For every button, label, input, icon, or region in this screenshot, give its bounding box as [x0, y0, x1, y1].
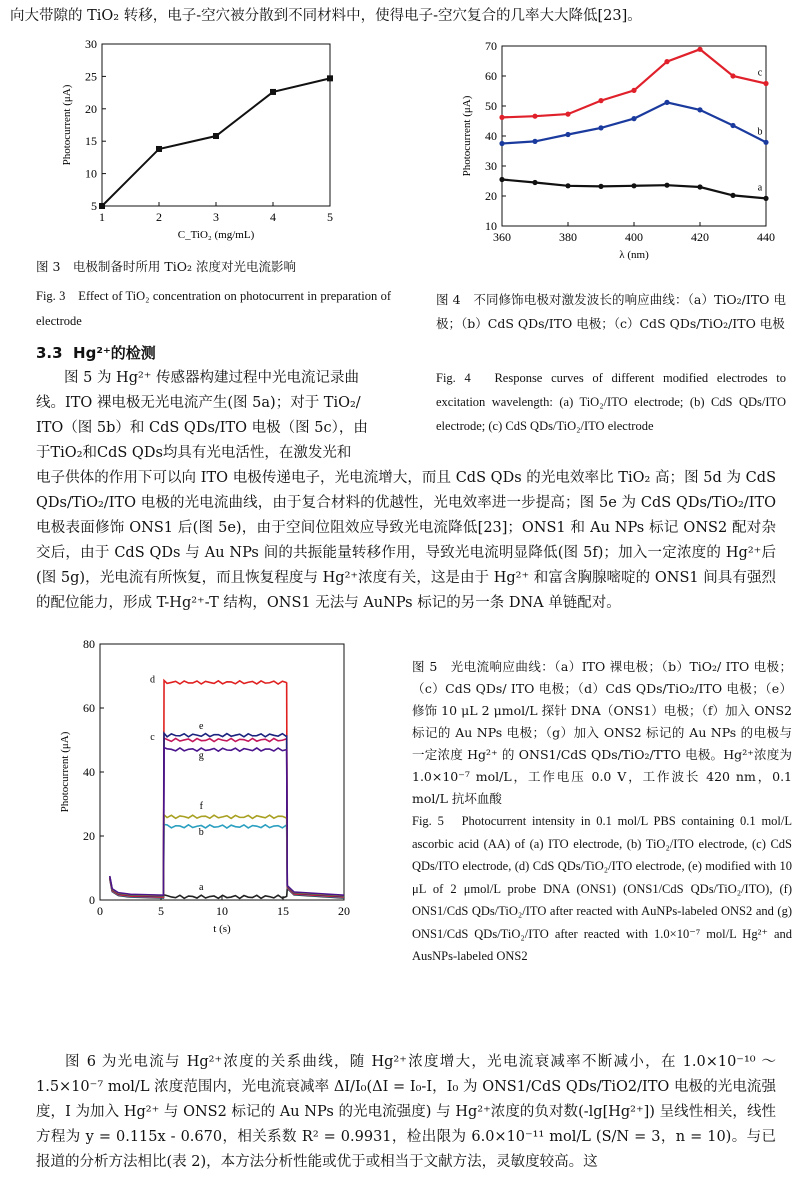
fig3-data-point	[327, 75, 333, 81]
plot-frame	[102, 44, 330, 206]
x-tick-label: 20	[338, 904, 350, 918]
y-tick-label: 70	[485, 39, 497, 53]
fig4-series-b-point	[697, 107, 702, 112]
fig4-series-b-label: b	[757, 126, 763, 138]
fig4-series-a-label: a	[757, 182, 763, 194]
top-text-line: 向大带隙的 TiO₂ 转移，电子-空穴被分散到不同材料中，使得电子-空穴复合的几率大大降低[23]。	[10, 8, 642, 24]
y-tick-label: 10	[485, 219, 497, 233]
fig4-series-a-line	[502, 180, 766, 199]
para1-line: ITO（图 5b）和 CdS QDs/ITO 电极（图 5c），由	[36, 420, 368, 436]
x-axis-label: t (s)	[213, 923, 231, 935]
fig4-series-a-point	[565, 183, 570, 188]
section-number: 3.3	[36, 344, 63, 362]
fig4-series-b-point	[664, 100, 669, 105]
fig4-series-a-point	[730, 193, 735, 198]
fig4-series-a-point	[532, 180, 537, 185]
plot-frame	[100, 644, 344, 900]
fig5-series-g-label: g	[198, 750, 204, 762]
y-axis-label: Photocurrent (μA)	[461, 95, 473, 177]
y-tick-label: 50	[485, 99, 497, 113]
fig5-series-b-line	[110, 824, 344, 897]
fig3-caption-en: Fig. 3 Effect of TiO₂ concentration on photocurrent in preparation of electrode	[36, 289, 391, 328]
fig5-caption-en: Fig. 5 Photocurrent intensity in 0.1 mol/L PBS containing 0.1 mol/L ascorbic acid (AA) of (a) ITO electrode, (b) TiO₂/ITO electrode, (c) CdS QDs/ITO electrode, (d) CdS QDs/TiO₂/ITO electrode, (e) modified with 10 μL of 2 μmol/L probe DNA (ONS1) (ONS1/CdS QDs/TiO₂/ITO), (f) ONS1/CdS QDs/TiO₂/ITO after reacted with AuNPs-labeled ONS2 and (g) ONS1/CdS QDs/TiO₂/ITO after reacted with 1.0×10⁻⁷ mol/L Hg²⁺ and AusNPs-labeled ONS2	[412, 814, 792, 963]
y-tick-label: 5	[91, 199, 97, 213]
fig4-series-a-point	[631, 183, 636, 188]
y-tick-label: 30	[85, 38, 97, 51]
fig5-series-e-line	[110, 733, 344, 896]
x-tick-label: 360	[493, 230, 511, 244]
fig4-series-c-point	[631, 88, 636, 93]
fig5-series-d-line	[110, 680, 344, 896]
fig4-series-b-point	[565, 132, 570, 137]
fig4-series-b-point	[499, 141, 504, 146]
fig4-series-b-point	[763, 140, 768, 145]
fig4-series-b-point	[598, 125, 603, 130]
fig5-series-g-line	[110, 748, 344, 896]
fig5-chart	[40, 636, 370, 956]
fig5-series-c-line	[110, 738, 344, 897]
x-tick-label: 3	[213, 210, 219, 224]
fig4-chart	[440, 38, 780, 268]
y-tick-label: 60	[83, 701, 95, 715]
fig4-series-a-point	[499, 177, 504, 182]
section-heading	[36, 342, 156, 363]
y-tick-label: 20	[485, 189, 497, 203]
x-axis-label: C_TiO₂ (mg/mL)	[177, 229, 255, 241]
paragraph-1-continued: 电子供体的作用下可以向 ITO 电极传递电子，光电流增大，而且 CdS QDs 的光电效率比 TiO₂ 高；图 5d 为 CdS QDs/TiO₂/ITO 电极的光电流曲线，由于复合材料的优越性，光电效率进一步提高；图 5e 为 CdS QDs/TiO₂/ITO 电极表面修饰 ONS1 后(图 5e)，由于空间位阻效应导致光电流降低[23]；ONS1 和 Au NPs 标记 ONS2 配对杂交后，由于 CdS QDs 与 Au NPs 间的共振能量转移作用，导致光电流明显降低(图 5f)；加入一定浓度的 Hg²⁺后(图 5g)，光电流有所恢复，而且恢复程度与 Hg²⁺浓度有关，这是由于 Hg²⁺ 和富含胸腺嘧啶的 ONS1 间具有强烈的配位能力，形成 T-Hg²⁺-T 结构，ONS1 无法与 AuNPs 标记的另一条 DNA 单链配对。	[36, 470, 776, 611]
para1-line: 于TiO₂和CdS QDs均具有光电活性，在激发光和	[36, 445, 352, 461]
fig4-series-b-line	[502, 102, 766, 143]
fig4-series-c-point	[499, 115, 504, 120]
x-tick-label: 0	[97, 904, 103, 918]
y-axis-label: Photocurrent (μA)	[59, 731, 71, 813]
y-tick-label: 15	[85, 134, 97, 149]
y-axis-label: Photocurrent (μA)	[61, 84, 73, 166]
fig5-series-b-label: b	[198, 827, 204, 839]
x-tick-label: 440	[757, 230, 775, 244]
fig4-series-c-label: c	[757, 67, 763, 79]
fig4-series-a-point	[763, 196, 768, 201]
fig4-series-c-point	[598, 98, 603, 103]
x-tick-label: 5	[327, 210, 333, 224]
fig3-series-line	[102, 78, 330, 206]
fig5-caption-cn: 图 5 光电流响应曲线：（a）ITO 裸电极；（b）TiO₂/ ITO 电极；（c）CdS QDs/ ITO 电极；（d）CdS QDs/TiO₂/ITO 电极；（e）修饰 10 μL 2 μmol/L 探针 DNA（ONS1）电极；（f）加入 ONS2 标记的 Au NPs 电极；（g）加入 ONS2 标记的 Au NPs 的电极与一定浓度 Hg²⁺ 的 ONS1/CdS QDs/TiO₂/TTO 电极。Hg²⁺浓度为1.0×10⁻⁷ mol/L，工作电压 0.0 V，工作波长 420 nm，0.1 mol/L 抗坏血酸	[412, 659, 792, 806]
x-tick-label: 400	[625, 230, 643, 244]
fig4-series-c-point	[697, 47, 702, 52]
fig4-series-c-point	[763, 81, 768, 86]
fig4-series-a-point	[664, 183, 669, 188]
fig3-data-point	[213, 133, 219, 139]
fig5-series-e-label: e	[199, 720, 204, 732]
fig4-caption-cn: 图 4 不同修饰电极对激发波长的响应曲线：（a）TiO₂/ITO 电极；（b）CdS QDs/ITO 电极；（c）CdS QDs/TiO₂/ITO 电极	[436, 292, 786, 331]
y-tick-label: 20	[85, 101, 97, 116]
x-tick-label: 380	[559, 230, 577, 244]
para1-line: 图 5 为 Hg²⁺ 传感器构建过程中光电流记录曲	[64, 370, 360, 386]
y-tick-label: 30	[485, 159, 497, 173]
fig4-series-c-point	[730, 73, 735, 78]
fig4-series-c-point	[532, 114, 537, 119]
x-tick-label: 2	[156, 210, 162, 224]
fig5-series-c-label: c	[150, 732, 155, 743]
paragraph-2: 图 6 为光电流与 Hg²⁺浓度的关系曲线，随 Hg²⁺浓度增大，光电流衰减率不断减小，在 1.0×10⁻¹⁰ ～ 1.5×10⁻⁷ mol/L 浓度范围内，光电流衰减率 ΔI/I₀(ΔI = I₀-I，I₀ 为 ONS1/CdS QDs/TiO2/ITO 电极的光电流强度，I 为加入 Hg²⁺ 与 ONS2 标记的 Au NPs 的光电流强度) 与 Hg²⁺浓度的负对数(-lg[Hg²⁺]) 呈线性相关，线性方程为 y = 0.115x - 0.670，相关系数 R² = 0.9931，检出限为 6.0×10⁻¹¹ mol/L (S/N = 3，n = 10)。与已报道的分析方法相比(表 2)，本方法分析性能或优于或相当于文献方法，灵敏度较高。这	[36, 1054, 776, 1170]
plot-frame	[502, 46, 766, 226]
fig5-series-d-label: d	[149, 674, 155, 686]
y-tick-label: 10	[85, 166, 97, 181]
fig5-series-f-label: f	[199, 800, 203, 812]
y-tick-label: 20	[83, 829, 95, 843]
x-tick-label: 1	[99, 210, 105, 224]
fig3-data-point	[270, 89, 276, 95]
fig3-caption-cn: 图 3 电极制备时所用 TiO₂ 浓度对光电流影响	[36, 259, 296, 274]
fig3-data-point	[156, 146, 162, 152]
x-tick-label: 10	[216, 904, 228, 918]
fig4-series-b-point	[532, 139, 537, 144]
fig4-series-c-line	[502, 49, 766, 117]
x-tick-label: 4	[270, 210, 276, 224]
section-title: Hg²⁺的检测	[73, 344, 156, 362]
fig4-series-c-point	[565, 112, 570, 117]
x-tick-label: 420	[691, 230, 709, 244]
fig4-series-b-point	[730, 123, 735, 128]
x-axis-label: λ (nm)	[619, 249, 649, 261]
y-tick-label: 40	[83, 765, 95, 779]
fig4-series-c-point	[664, 59, 669, 64]
para1-line: 线。ITO 裸电极无光电流产生(图 5a)；对于 TiO₂/	[36, 395, 361, 411]
y-tick-label: 80	[83, 637, 95, 651]
x-tick-label: 15	[277, 904, 289, 918]
fig4-series-b-point	[631, 116, 636, 121]
y-tick-label: 25	[85, 69, 97, 84]
paragraph-1-intro	[36, 366, 416, 466]
fig5-series-a-label: a	[199, 881, 204, 893]
x-tick-label: 5	[158, 904, 164, 918]
fig4-series-a-point	[697, 184, 702, 189]
fig4-series-a-point	[598, 184, 603, 189]
y-tick-label: 60	[485, 69, 497, 83]
fig3-chart	[40, 38, 350, 248]
y-tick-label: 40	[485, 129, 497, 143]
fig4-caption-en: Fig. 4 Response curves of different modified electrodes to excitation wavelength: (a) TiO₂/ITO electrode; (b) CdS QDs/ITO electrode; (c) CdS QDs/TiO₂/ITO electrode	[436, 371, 786, 433]
y-tick-label: 0	[89, 893, 95, 907]
fig3-data-point	[99, 203, 105, 209]
fig5-series-f-line	[110, 815, 344, 896]
